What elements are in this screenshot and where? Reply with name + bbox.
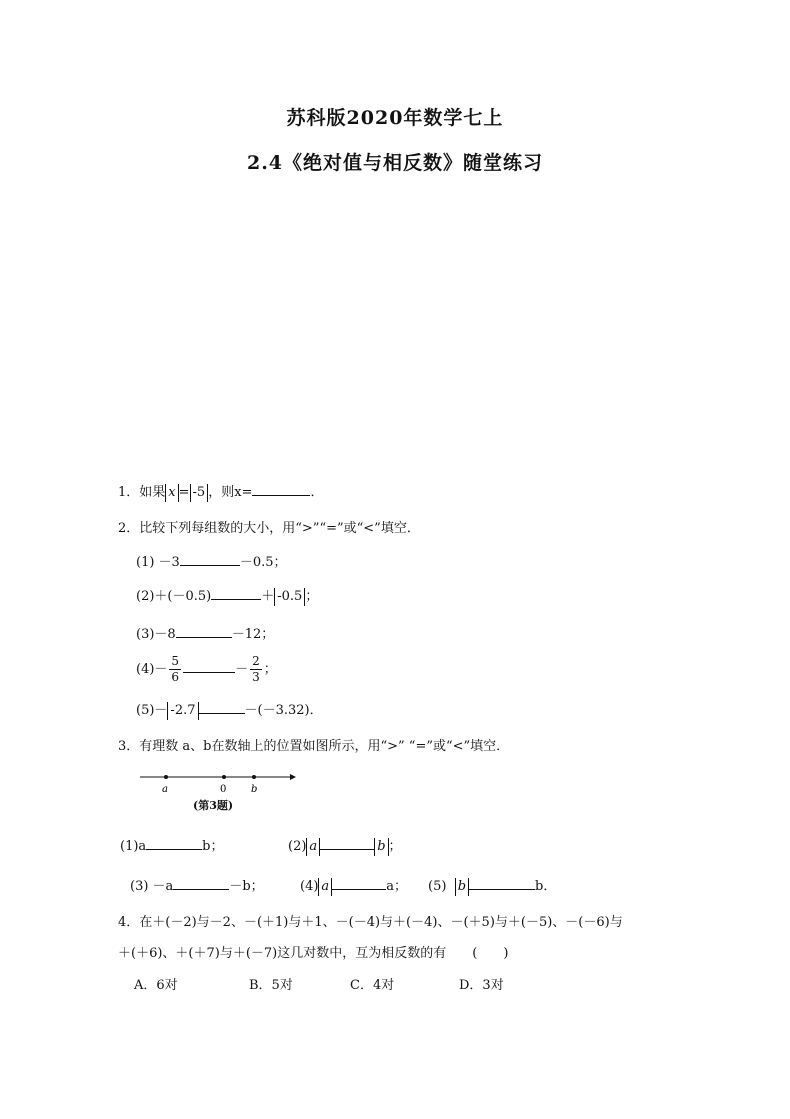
q3-p1-left: (1)a	[120, 839, 147, 854]
q2-p2-plus: ＋	[261, 589, 275, 604]
q2-part-3	[136, 623, 274, 645]
label-0: 0	[220, 784, 227, 795]
q3-p4-right: a；	[386, 879, 407, 894]
denominator: 3	[252, 670, 260, 684]
label-a: a	[162, 784, 168, 795]
q2-p5-right: －(－3.32)．	[244, 703, 323, 718]
q2-p1-left: (1) －3	[136, 555, 180, 570]
q1-prefix: 1．如果	[118, 485, 166, 500]
q3-part-3	[130, 875, 264, 897]
q3-p2-left: (2)	[288, 839, 307, 854]
abs-neg5: -5	[190, 484, 209, 502]
q2-p4-end: ；	[263, 662, 277, 677]
q2-part-1	[136, 551, 287, 573]
answer-blank[interactable]	[176, 623, 232, 638]
q2-p5-left: (5)－	[136, 703, 168, 718]
q2-part-5	[136, 699, 323, 721]
answer-blank[interactable]	[146, 835, 202, 850]
arrow-icon	[290, 774, 296, 780]
answer-blank[interactable]	[173, 875, 229, 890]
answer-blank[interactable]	[211, 585, 261, 600]
denominator: 6	[171, 670, 180, 684]
q2-p3-left: (3)－8	[136, 627, 176, 642]
answer-blank[interactable]	[183, 658, 235, 673]
numerator: 5	[171, 654, 180, 668]
abs-b: b	[374, 838, 388, 856]
figure-caption: (第3题)	[193, 799, 234, 812]
answer-blank[interactable]	[180, 551, 240, 566]
q2-p1-right: －0.5；	[239, 555, 287, 570]
q2-p2-end: ；	[305, 589, 319, 604]
option-b[interactable]: B．5对	[249, 978, 293, 993]
numerator: 2	[252, 654, 260, 668]
q3-p5-left: (5)	[428, 879, 447, 894]
answer-blank[interactable]	[199, 699, 245, 714]
q2-p3-right: －12；	[231, 627, 275, 642]
point-a	[164, 775, 168, 779]
number-line-figure	[140, 765, 300, 795]
q3-p3-left: (3) －a	[130, 879, 174, 894]
document-subtitle: 2.4《绝对值与相反数》随堂练习	[246, 152, 544, 174]
fraction-5-6	[169, 654, 181, 685]
abs-neg0-5: -0.5	[274, 588, 305, 606]
option-c[interactable]: C．4对	[350, 978, 395, 993]
label-b: b	[251, 784, 258, 795]
answer-blank[interactable]	[469, 875, 535, 890]
q3-part-5	[428, 875, 556, 897]
point-b	[252, 775, 256, 779]
q2-part-4	[136, 653, 277, 687]
q1-mid: ，则x=	[208, 485, 253, 500]
q3-p2-end: ；	[388, 839, 402, 854]
option-d[interactable]: D．3对	[459, 978, 504, 993]
abs-x: x	[165, 484, 178, 502]
q3-part-4	[300, 875, 407, 897]
q3-p3-right: －b；	[229, 879, 264, 894]
q3-part-1	[120, 835, 224, 857]
answer-blank[interactable]	[332, 875, 386, 890]
q2-p2-left: (2)＋(－0.5)	[136, 589, 212, 604]
answer-blank[interactable]	[320, 835, 374, 850]
q3-part-2	[288, 835, 402, 857]
q1-equals: =	[178, 485, 190, 500]
abs-neg2-7: -2.7	[167, 702, 198, 720]
document-title: 苏科版2020年数学七上	[286, 107, 504, 129]
point-0	[222, 775, 226, 779]
question-3-stem: 3．有理数 a、b在数轴上的位置如图所示，用“>” “=”或“<”填空．	[118, 739, 510, 754]
q3-p4-left: (4)	[300, 879, 319, 894]
fraction-2-3	[250, 654, 262, 685]
answer-blank[interactable]	[252, 481, 310, 496]
abs-a: a	[318, 878, 332, 896]
abs-b: b	[455, 878, 469, 896]
option-a[interactable]: A．6对	[134, 978, 178, 993]
q2-part-2	[136, 585, 318, 607]
q3-p1-right: b；	[202, 839, 224, 854]
question-4-line-1: 4．在＋(－2)与－2、－(＋1)与＋1、－(－4)与＋(－4)、－(＋5)与＋(－5)、－(－6)与	[118, 915, 623, 930]
q1-end: ．	[310, 485, 324, 500]
q3-p5-right: b．	[535, 879, 557, 894]
q2-p4-left: (4)－	[136, 662, 168, 677]
q2-p4-minus: －	[235, 662, 249, 677]
question-1	[118, 481, 323, 503]
abs-a: a	[306, 838, 320, 856]
question-2-stem: 2．比较下列每组数的大小，用“>”“=”或“<”填空．	[118, 521, 420, 536]
question-4-line-2: ＋(＋6)、＋(＋7)与＋(－7)这几对数中，互为相反数的有 ( )	[118, 946, 509, 961]
